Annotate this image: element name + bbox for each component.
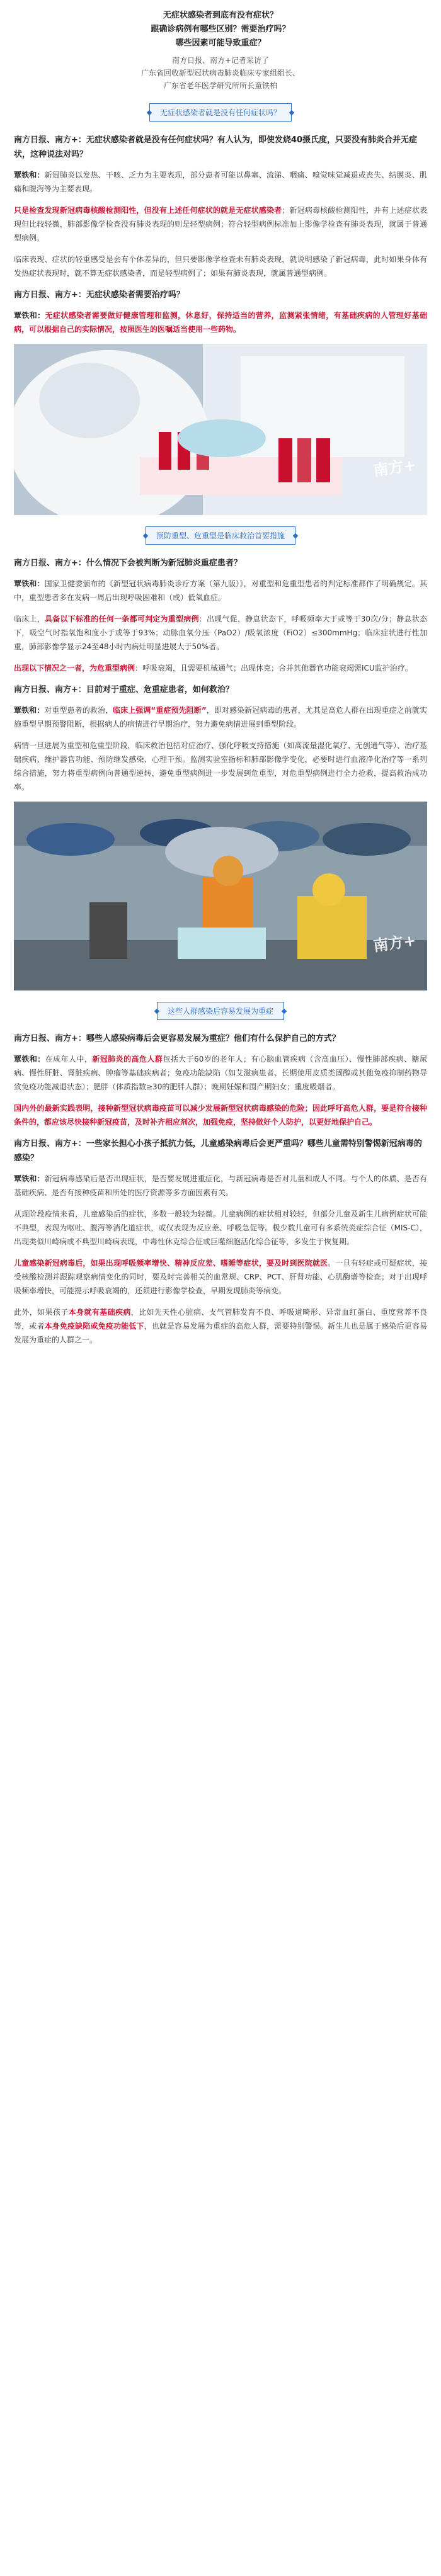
- answer-text: ；新冠病毒核酸检测阳性，并有上述症状表现但比较轻微，肺部影像学检查没有肺炎表现的则是轻型病例；符合轻型病例标准加上影像学检查有肺炎表现，就属于普通型病例。: [14, 206, 427, 242]
- speaker: 覃铁和：: [14, 1174, 45, 1183]
- answer-text: 临床表现、症状的轻重感受是会有个体差异的，但只要影像学检查未有肺炎表现，就说明感染了新冠病毒，此时如果身体有发热症状表现时，就不算无症状感染者，而是轻型病例了；如果有肺炎表现，就属普通型病例。: [14, 255, 427, 278]
- speaker: 覃铁和：: [14, 311, 45, 320]
- watermark-logo: 南方+: [372, 931, 417, 955]
- highlight-text: 无症状感染者需要做好健康管理和监测，休息好，保持适当的营养，监测紧张情绪，有基础疾病的人管理好基础病，可以根据自己的实际情况，按照医生的医嘱适当使用一些药物。: [14, 311, 427, 334]
- answer-text: 此外，如果孩子: [14, 1308, 69, 1317]
- speaker: 覃铁和：: [14, 706, 45, 715]
- answer-text: 病情一旦进展为重型和危重型阶段，临床救治包括对症治疗、强化呼吸支持措施（如高流量湿化氧疗、无创通气等）、治疗基础疾病、维护器官功能、预防继发感染、心理干预。监测实验室指标和肺部影像学变化，必要时进行血液净化治疗等一系列综合措施，努力将重型病例向普通型逆转，避免重型病例进一步发展到危重型，对危重型病例进行全力抢救，提高救治成功率。: [14, 741, 427, 792]
- section-banner: [0, 1002, 441, 1020]
- answer: [14, 1207, 427, 1249]
- section-banner: [0, 526, 441, 545]
- answer-text: 在成年人中，: [45, 1055, 93, 1064]
- highlight-text: 国内外的最新实践表明，接种新型冠状病毒疫苗可以减少发展新型冠状病毒感染的危险；因此呼吁高危人群，要是符合接种条件的，都应该尽快接种新冠疫苗，及时补齐相应剂次，加强免疫，坚持做好个人防护，以更好地保护自己。: [14, 1104, 427, 1126]
- answer: [14, 252, 427, 280]
- section-2-content: [0, 556, 441, 794]
- section-1-content: [0, 133, 441, 336]
- answer: [14, 1256, 427, 1298]
- answer-text: ：呼吸衰竭，且需要机械通气；出现休克；合并其他器官功能衰竭需ICU监护治疗。: [135, 664, 413, 672]
- street-photo-illustration: [14, 802, 427, 990]
- answer: [14, 1305, 427, 1347]
- intro-question: 跟确诊病例有哪些区别？需要治疗吗？: [151, 25, 290, 34]
- answer: [14, 661, 427, 675]
- highlight-text: 儿童感染新冠病毒后，如果出现呼吸频率增快、精神反应差、嗜睡等症状，要及时到医院就医: [14, 1259, 328, 1268]
- section-banner-label: 预防重型、危重型是临床救治首要措施: [146, 526, 295, 545]
- photo-street-rain: [14, 802, 427, 990]
- answer: [14, 1101, 427, 1129]
- answer: [14, 1052, 427, 1094]
- answer-text: ，比如先天性心脏病、支气管肺发育不良、呼吸道畸形、异常血红蛋白、重度营养不良等，或者: [14, 1308, 427, 1331]
- intro-block: [0, 0, 441, 92]
- answer-text: ，也就是容易发展为重症的高危人群，需要特别警惕。新生儿也是属于感染后更容易发展为重症的人群之一。: [14, 1322, 427, 1344]
- answer-text: 临床上，: [14, 615, 45, 623]
- speaker: 覃铁和：: [14, 1055, 45, 1064]
- answer-text: ，即对感染新冠病毒的患者，尤其是高危人群在出现重症之前就实施重型早期预警阻断，根据病人的病情进行早期治疗，努力避免病情进展到重型阶段。: [14, 706, 427, 729]
- speaker: 覃铁和：: [14, 579, 45, 588]
- section-banner-label: 这些人群感染后容易发展为重症: [157, 1002, 284, 1020]
- intro-question: 无症状感染者到底有没有症状？: [163, 11, 278, 20]
- highlight-text: 新冠肺炎的高危人群: [92, 1055, 163, 1064]
- highlight-text: 出现以下情况之一者，为危重型病例: [14, 664, 135, 672]
- answer-text: 新冠病毒感染后是否出现症状，是否要发展进重症化，与新冠病毒是否对儿童和成人不同。与个人的体质、是否有基础疾病、是否有接种疫苗和所处的医疗资源等多方面因素有关。: [14, 1174, 427, 1197]
- answer-text: 新冠肺炎以发热、干咳、乏力为主要表现，部分患者可能以鼻塞、流涕、咽痛、嗅觉味觉减退或丧失、结膜炎、肌痛和腹泻等为主要表现。: [14, 171, 427, 193]
- answer: [14, 739, 427, 794]
- answer: [14, 1172, 427, 1200]
- answer-text: 对重型患者的救治，: [44, 706, 113, 715]
- photo-lab-worker: [14, 344, 427, 515]
- section-banner-label: 无症状感染者就是没有任何症状吗？: [149, 103, 292, 122]
- answer: [14, 309, 427, 336]
- answer-text: 。一旦有轻症或可疑症状，接受核酸检测并跟踪观察病情变化的同时，要及时完善相关的血常规、CRP、PCT、肝肾功能、心肌酶谱等检查；对于出现呼吸频率增快，可能提示呼吸衰竭的，还须进行影像学检查，早期发现肺炎等病变。: [14, 1259, 427, 1295]
- question: 南方日报、南方+：无症状感染者就是没有任何症状吗？有人认为，即使发烧40摄氏度，只要没有肺炎合并无症状，这种说法对吗？: [14, 135, 417, 159]
- question: 南方日报、南方+：哪些人感染病毒后会更容易发展为重症？他们有什么保护自己的方式？: [14, 1034, 340, 1043]
- highlight-text: 本身就有基础疾病: [68, 1308, 131, 1317]
- section-3-content: [0, 1031, 441, 1347]
- answer: [14, 168, 427, 196]
- question: 南方日报、南方+：一些家长担心小孩子抵抗力低，儿童感染病毒后会更严重吗？哪些儿童需特别警惕新冠病毒的感染？: [14, 1139, 422, 1163]
- question: 南方日报、南方+：目前对于重症、危重症患者，如何救治？: [14, 685, 234, 695]
- answer: [14, 703, 427, 731]
- question: 南方日报、南方+：无症状感染者需要治疗吗？: [14, 290, 185, 300]
- watermark-logo: 南方+: [372, 455, 417, 480]
- answer: [14, 612, 427, 654]
- highlight-text: 本身免疫缺陷或免疫功能低下: [44, 1322, 144, 1331]
- highlight-text: 临床上强调“重症预先阻断”: [113, 706, 207, 715]
- answer-text: 国家卫健委颁布的《新型冠状病毒肺炎诊疗方案（第九版）》，对重型和危重型患者的判定标准都作了明确规定。其中，重型患者多在发病一周后出现呼吸困难和（或）低氧血症。: [14, 579, 427, 602]
- lab-photo-illustration: [14, 344, 427, 515]
- intro-question: 哪些因素可能导致重症？: [175, 38, 266, 48]
- highlight-text: 具备以下标准的任何一条都可判定为重型病例: [44, 615, 199, 623]
- answer-text: 从现阶段疫情来看，儿童感染后的症状，多数一般较为轻微。儿童病例的症状相对较轻，但部分儿童及新生儿病例症状可能不典型，表现为呕吐、腹泻等消化道症状，或仅表现为反应差、呼吸急促等。极少数儿童可有多系统炎症综合征（MIS-C），出现类似川崎病或不典型川崎病表现，中毒性休克综合征或巨噬细胞活化综合征等，多发生于恢复期。: [14, 1210, 427, 1246]
- answer: [14, 577, 427, 604]
- credit-line: 南方日报、南方+记者采访了: [171, 56, 270, 65]
- speaker: 覃铁和：: [14, 171, 45, 179]
- answer: [14, 203, 427, 245]
- question: 南方日报、南方+：什么情况下会被判断为新冠肺炎重症患者？: [14, 559, 242, 568]
- section-banner: [0, 103, 441, 122]
- intro-credits: [13, 54, 428, 92]
- answer-text: 包括大于60岁的老年人；有心脑血管疾病（含高血压）、慢性肺部疾病、糖尿病、慢性肝脏、肾脏疾病、肿瘤等基础疾病者；免疫功能缺陷（如艾滋病患者、长期使用皮质类固醇或其他免疫抑制药物导致免疫功能减退状态）；肥胖（体质指数≥30的肥胖人群）；晚期妊娠和围产期妇女；重度吸烟者。: [14, 1055, 427, 1091]
- credit-line: 广东省老年医学研究所所长童铁柏: [163, 81, 277, 90]
- highlight-text: 只是检查发现新冠病毒核酸检测阳性，但没有上述任何症状的就是无症状感染者: [14, 206, 282, 215]
- credit-line: 广东省回收新型冠状病毒肺炎临床专家组组长、: [140, 69, 300, 77]
- answer-text: ：出现气促，静息状态下，呼吸频率大于或等于30次/分；静息状态下，吸空气时指氧饱和度小于或等于93%；动脉血氧分压（PaO2）/吸氧浓度（FiO2）≤300mmHg；临床症状进行性加重，肺部影像学显示24至48小时内病灶明显进展大于50%者。: [14, 615, 427, 651]
